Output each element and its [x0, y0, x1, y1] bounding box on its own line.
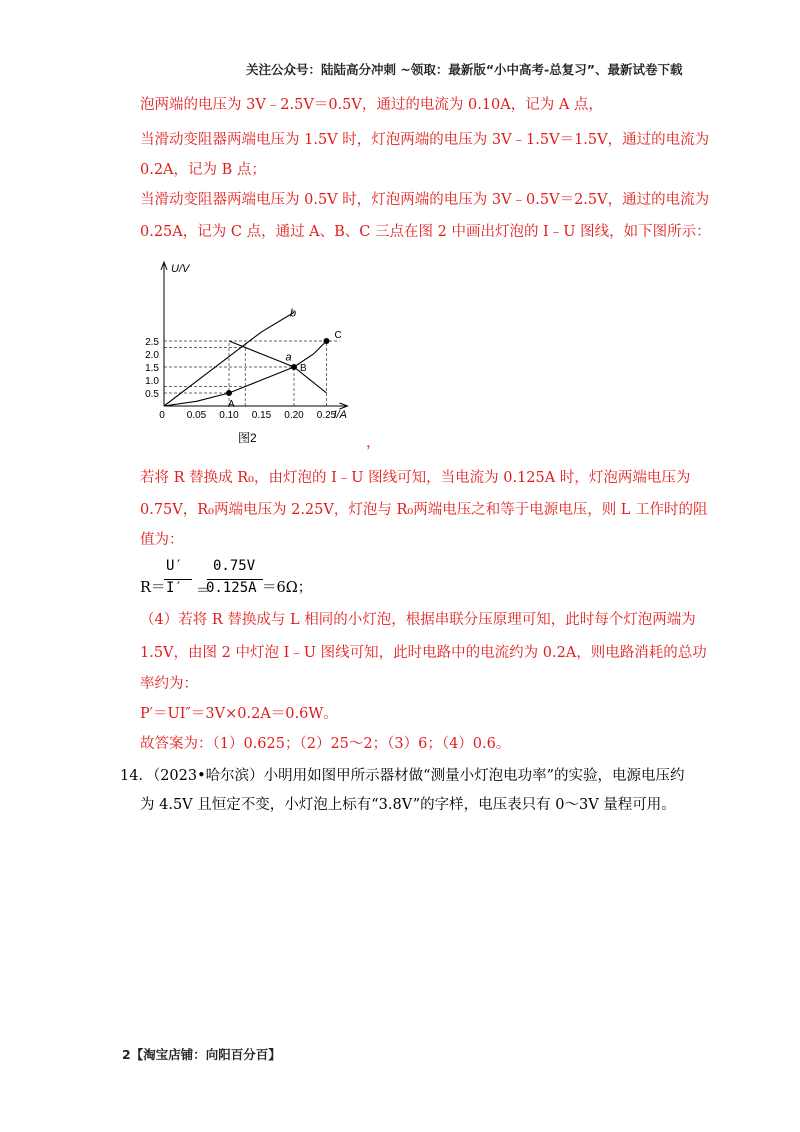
x-axis-label: I/A: [333, 409, 347, 421]
series-line-load: [229, 341, 327, 393]
part4-line-2: 1.5V，由图 2 中灯泡 I﹣U 图线可知，此时电路中的电流约为 0.2A，则电路消耗的总功: [140, 645, 707, 661]
iu-graph: [138, 256, 388, 451]
figure-caption: 图2: [238, 431, 257, 445]
question-14-line-1: 14．（2023•哈尔滨）小明用如图甲所示器材做“测量小灯泡电功率”的实验，电源电压约: [120, 768, 685, 784]
point-label-B: B: [300, 363, 307, 374]
solution-line-4: 当滑动变阻器两端电压为 0.5V 时，灯泡两端的电压为 3V﹣0.5V＝2.5V，通过的电流为: [140, 192, 710, 208]
page-header: 关注公众号：陆陆高分冲刺 ~领取：最新版“小中高考-总复习”、最新试卷下载: [246, 62, 683, 77]
x-tick-label: 0.20: [284, 410, 304, 421]
y-tick-label: 2.5: [145, 337, 159, 348]
solution-line-2: 当滑动变阻器两端电压为 1.5V 时，灯泡两端的电压为 3V﹣1.5V＝1.5V，通过的电流为: [140, 132, 710, 148]
part4-line-3: 率约为：: [140, 676, 198, 692]
formula-denominator-2: 0.125A: [206, 580, 257, 596]
x-tick-label: 0.10: [219, 410, 239, 421]
point-label-C: C: [334, 330, 342, 341]
x-tick-label: 0.15: [251, 410, 272, 421]
answer-summary: 故答案为：（1）0.625；（2）25～2；（3）6；（4）0.6。: [140, 736, 511, 752]
y-tick-label: 1.5: [145, 363, 159, 374]
formula-numerator-2: 0.75V: [213, 558, 256, 574]
solution-line-1: 泡两端的电压为 3V﹣2.5V＝0.5V，通过的电流为 0.10A，记为 A 点，: [140, 97, 603, 113]
question-14-line-2: 为 4.5V 且恒定不变，小灯泡上标有“3.8V”的字样，电压表只有 0～3V 量程可用。: [140, 797, 676, 813]
curve-a-label: a: [285, 351, 292, 364]
formula-result: ＝6Ω；: [262, 580, 313, 596]
y-tick-label: 0.5: [145, 389, 159, 400]
r0-line-3: 值为：: [140, 532, 184, 548]
y-tick-label: 1.0: [145, 376, 159, 387]
formula-denominator-1: I′: [166, 580, 183, 596]
page-footer: 2【淘宝店铺：向阳百分百】: [122, 1047, 281, 1062]
r0-line-2: 0.75V，R₀两端电压为 2.25V，灯泡与 R₀两端电压之和等于电源电压，则 L 工作时的阻: [140, 502, 708, 518]
iu-graph-figure: [138, 256, 388, 451]
figure-trailing-mark: ，: [366, 435, 381, 451]
power-formula: P′＝UI″＝3V×0.2A＝0.6W。: [140, 706, 338, 722]
data-point-C: [324, 338, 330, 344]
x-tick-label: 0.25: [316, 410, 337, 421]
data-point-A: [226, 390, 232, 396]
formula-equals: ＝: [196, 583, 210, 599]
formula-numerator-1: U′: [166, 558, 183, 574]
line-b-label: b: [290, 307, 297, 320]
solution-line-5: 0.25A，记为 C 点，通过 A、B、C 三点在图 2 中画出灯泡的 I﹣U 图线，如下图所示：: [140, 224, 711, 240]
y-axis-label: U/V: [171, 263, 190, 275]
r0-line-1: 若将 R 替换成 R₀，由灯泡的 I﹣U 图线可知，当电流为 0.125A 时，灯泡两端电压为: [140, 470, 691, 486]
solution-line-3: 0.2A，记为 B 点；: [140, 162, 266, 178]
formula-lhs: R＝: [140, 580, 166, 596]
y-tick-label: 2.0: [145, 350, 159, 361]
point-label-A: A: [228, 399, 235, 410]
origin-label: 0: [159, 410, 165, 421]
x-tick-label: 0.05: [186, 410, 207, 421]
data-point-B: [291, 364, 297, 370]
part4-line-1: （4）若将 R 替换成与 L 相同的小灯泡，根据串联分压原理可知，此时每个灯泡两端为: [140, 612, 696, 628]
